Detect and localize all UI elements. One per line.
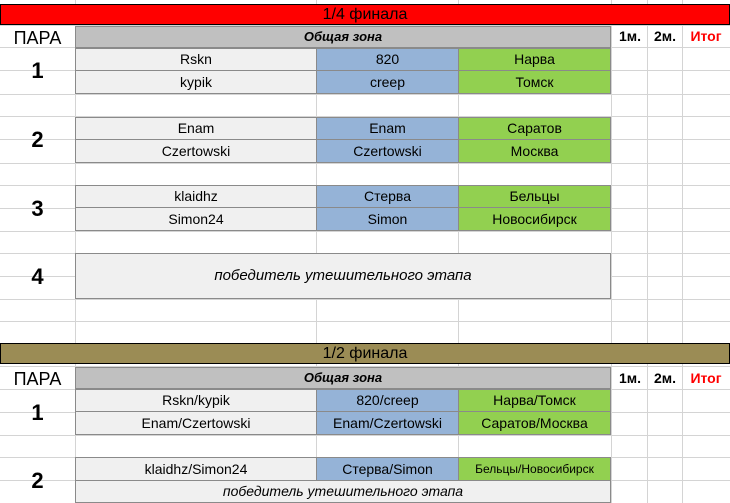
city-cell[interactable]: Томск: [458, 70, 611, 94]
gridline: [0, 321, 730, 322]
gridline: [0, 299, 730, 300]
player-cell[interactable]: Rskn: [75, 48, 317, 71]
city-cell[interactable]: Саратов: [458, 117, 611, 140]
pair-number: 1: [31, 400, 44, 425]
nick-cell[interactable]: Czertowski: [316, 139, 459, 163]
total-header: Итог: [690, 370, 722, 386]
round2-header: 2м.: [653, 28, 677, 44]
para-header: ПАРА: [13, 369, 62, 389]
city-cell[interactable]: Нарва: [458, 48, 611, 71]
city-cell[interactable]: Новосибирск: [458, 207, 611, 231]
quarterfinal-banner: 1/4 финала: [0, 4, 730, 25]
pair-number: 3: [31, 196, 44, 221]
city-cell[interactable]: Саратов/Москва: [458, 411, 611, 435]
nick-cell[interactable]: 820/creep: [316, 389, 459, 412]
player-cell[interactable]: Enam: [75, 117, 317, 140]
round2-header: 2м.: [653, 370, 677, 386]
city-cell[interactable]: Москва: [458, 139, 611, 163]
pair-number: 2: [31, 468, 44, 493]
consolation-winner-cell[interactable]: победитель утешительного этапа: [75, 480, 611, 503]
nick-cell[interactable]: creep: [316, 70, 459, 94]
city-cell[interactable]: Бельцы: [458, 185, 611, 208]
nick-cell[interactable]: Enam/Czertowski: [316, 411, 459, 435]
player-cell[interactable]: Enam/Czertowski: [75, 411, 317, 435]
nick-cell[interactable]: Enam: [316, 117, 459, 140]
nick-cell[interactable]: Стерва/Simon: [316, 457, 459, 481]
round1-header: 1м.: [618, 28, 642, 44]
player-cell[interactable]: Simon24: [75, 207, 317, 231]
player-cell[interactable]: klaidhz/Simon24: [75, 457, 317, 481]
zone-header[interactable]: Общая зона: [75, 367, 611, 389]
nick-cell[interactable]: 820: [316, 48, 459, 71]
gridline: [647, 0, 648, 503]
player-cell[interactable]: Rskn/kypik: [75, 389, 317, 412]
round1-header: 1м.: [618, 370, 642, 386]
consolation-winner-cell[interactable]: победитель утешительного этапа: [75, 253, 611, 299]
zone-header[interactable]: Общая зона: [75, 26, 611, 48]
gridline: [0, 435, 730, 436]
semifinal-banner: 1/2 финала: [0, 343, 730, 364]
gridline: [0, 163, 730, 164]
gridline: [611, 0, 612, 503]
nick-cell[interactable]: Simon: [316, 207, 459, 231]
gridline: [0, 231, 730, 232]
pair-number: 1: [31, 58, 44, 83]
pair-number: 4: [31, 264, 44, 289]
player-cell[interactable]: kypik: [75, 70, 317, 94]
city-cell[interactable]: Нарва/Томск: [458, 389, 611, 412]
total-header: Итог: [690, 28, 722, 44]
player-cell[interactable]: klaidhz: [75, 185, 317, 208]
gridline: [0, 94, 730, 95]
nick-cell[interactable]: Стерва: [316, 185, 459, 208]
player-cell[interactable]: Czertowski: [75, 139, 317, 163]
pair-number: 2: [31, 127, 44, 152]
city-cell[interactable]: Бельцы/Новосибирск: [458, 457, 611, 481]
para-header: ПАРА: [13, 28, 62, 48]
gridline: [682, 0, 683, 503]
